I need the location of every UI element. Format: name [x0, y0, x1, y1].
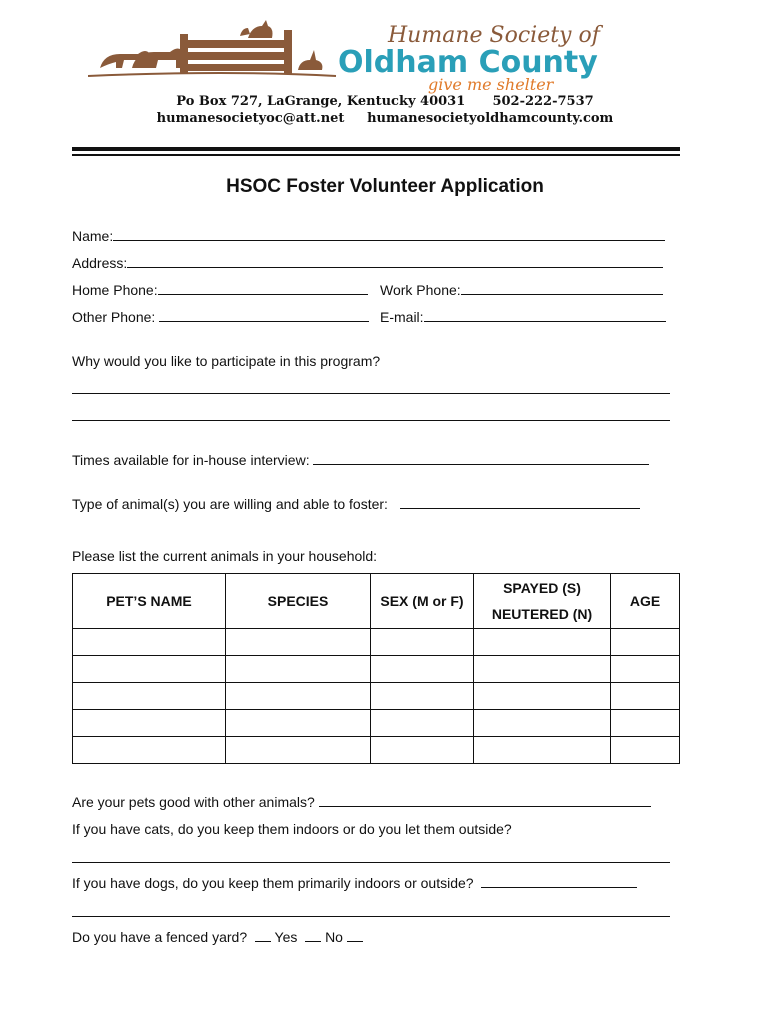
address-field[interactable]	[127, 255, 663, 268]
times-label: Times available for in-house interview:	[72, 452, 310, 468]
cell[interactable]	[611, 629, 680, 656]
cell[interactable]	[73, 656, 226, 683]
organization-logo	[88, 14, 688, 94]
fence-with-animals-icon	[88, 20, 336, 76]
cell[interactable]	[226, 683, 371, 710]
dogs-answer-line[interactable]	[72, 915, 670, 917]
logo-line1: Humane Society of	[388, 23, 600, 48]
good-label: Are your pets good with other animals?	[72, 794, 315, 810]
home-phone-row	[72, 282, 368, 298]
org-contact-line	[0, 111, 770, 126]
cell[interactable]	[474, 656, 611, 683]
cell[interactable]	[73, 710, 226, 737]
work-phone-row	[380, 282, 663, 298]
fenced-row	[72, 929, 363, 945]
type-label: Type of animal(s) you are willing and able to foster:	[72, 496, 388, 512]
why-answer-line-1[interactable]	[72, 392, 670, 394]
cell[interactable]	[611, 710, 680, 737]
org-website: humanesocietyoldhamcounty.com	[367, 111, 614, 126]
header-neutered: NEUTERED (N)	[491, 606, 593, 622]
page-title: HSOC Foster Volunteer Application	[226, 176, 544, 197]
address-label: Address:	[72, 255, 128, 271]
header-rule-thick	[72, 147, 680, 151]
cell[interactable]	[73, 737, 226, 764]
table-row	[73, 710, 680, 737]
table-row	[73, 737, 680, 764]
dogs-field[interactable]	[481, 875, 637, 888]
cell[interactable]	[371, 737, 474, 764]
fenced-label: Do you have a fenced yard?	[72, 929, 248, 945]
good-row	[72, 794, 651, 810]
times-row	[72, 452, 649, 468]
cats-question: If you have cats, do you keep them indoors or do you let them outside?	[72, 821, 512, 837]
name-field[interactable]	[113, 228, 665, 241]
header-spayed-neutered	[474, 574, 611, 629]
header-age: AGE	[611, 574, 680, 629]
other-phone-field[interactable]	[159, 309, 369, 322]
header-sex: SEX (M or F)	[371, 574, 474, 629]
good-field[interactable]	[319, 794, 651, 807]
cell[interactable]	[474, 737, 611, 764]
cell[interactable]	[226, 656, 371, 683]
home-phone-label: Home Phone:	[72, 282, 158, 298]
cell[interactable]	[611, 683, 680, 710]
name-row	[72, 228, 665, 244]
cell[interactable]	[611, 656, 680, 683]
why-answer-line-2[interactable]	[72, 419, 670, 421]
cell[interactable]	[73, 683, 226, 710]
cell[interactable]	[226, 737, 371, 764]
fenced-no-after-blank[interactable]	[347, 929, 363, 942]
cell[interactable]	[371, 629, 474, 656]
fenced-yes-blank[interactable]	[255, 929, 271, 942]
cell[interactable]	[226, 710, 371, 737]
times-field[interactable]	[313, 452, 649, 465]
email-label: E-mail:	[380, 309, 424, 325]
cell[interactable]	[73, 629, 226, 656]
cell[interactable]	[611, 737, 680, 764]
cell[interactable]	[474, 710, 611, 737]
cell[interactable]	[226, 629, 371, 656]
org-email: humanesocietyoc@att.net	[156, 111, 345, 126]
header-species: SPECIES	[226, 574, 371, 629]
type-field[interactable]	[400, 496, 640, 509]
org-address: Po Box 727, LaGrange, Kentucky 40031	[176, 94, 466, 109]
cats-answer-line[interactable]	[72, 861, 670, 863]
header-rule-thin	[72, 154, 680, 156]
table-row	[73, 629, 680, 656]
list-question: Please list the current animals in your household:	[72, 548, 378, 564]
cell[interactable]	[371, 710, 474, 737]
type-row	[72, 496, 640, 512]
why-question: Why would you like to participate in this program?	[72, 353, 381, 369]
email-field[interactable]	[424, 309, 666, 322]
cell[interactable]	[474, 683, 611, 710]
logo-line2: Oldham County	[338, 45, 598, 80]
logo-tagline: give me shelter	[428, 75, 554, 94]
table-row	[73, 683, 680, 710]
dogs-label: If you have dogs, do you keep them primarily indoors or outside?	[72, 875, 474, 891]
cell[interactable]	[371, 656, 474, 683]
work-phone-label: Work Phone:	[380, 282, 461, 298]
other-phone-row	[72, 309, 369, 325]
pets-table	[72, 573, 680, 764]
name-label: Name:	[72, 228, 114, 244]
fenced-no-label: No	[325, 929, 343, 945]
header-pet-name: PET’S NAME	[73, 574, 226, 629]
other-phone-label: Other Phone:	[72, 309, 156, 325]
org-address-line	[0, 94, 770, 109]
address-row	[72, 255, 663, 271]
table-header-row	[73, 574, 680, 629]
fenced-yes-label: Yes	[274, 929, 298, 945]
cell[interactable]	[371, 683, 474, 710]
email-row	[380, 309, 666, 325]
table-row	[73, 656, 680, 683]
work-phone-field[interactable]	[461, 282, 663, 295]
dogs-row	[72, 875, 637, 891]
fenced-no-blank[interactable]	[305, 929, 321, 942]
cell[interactable]	[474, 629, 611, 656]
header-spayed: SPAYED (S)	[503, 580, 581, 596]
org-phone: 502-222-7537	[492, 94, 594, 109]
home-phone-field[interactable]	[158, 282, 368, 295]
